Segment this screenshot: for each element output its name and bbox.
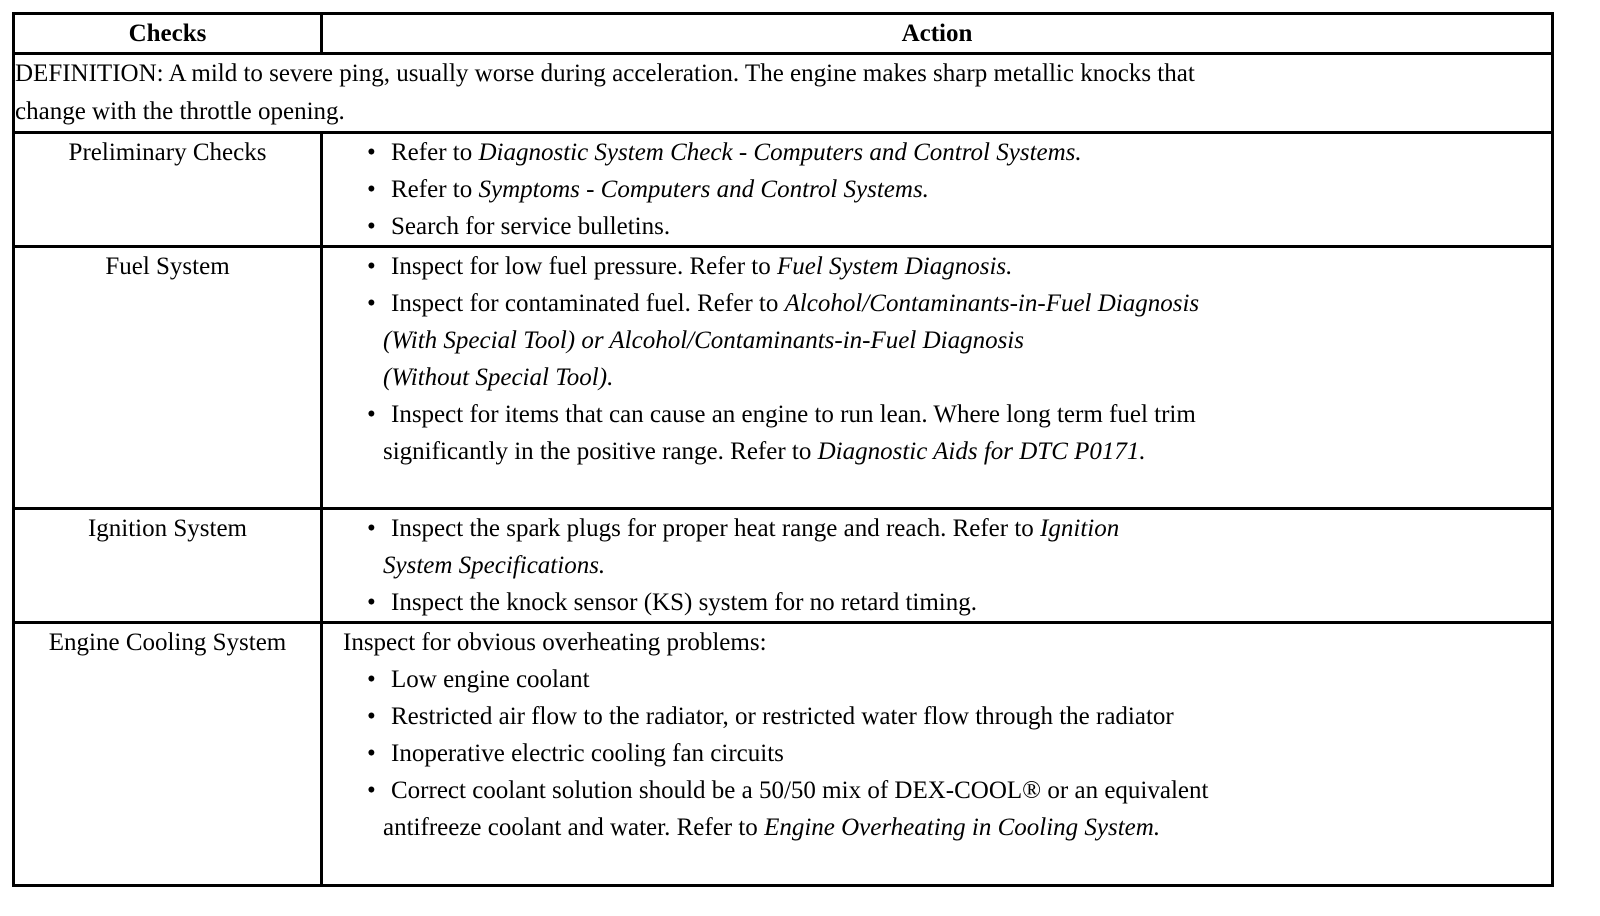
table-row bbox=[14, 133, 1553, 247]
action-preliminary bbox=[322, 133, 1553, 247]
definition-cell bbox=[14, 54, 1553, 133]
checks-header: Checks bbox=[14, 14, 322, 54]
action-ignition-system bbox=[322, 509, 1553, 623]
list-item: • Inspect the spark plugs for proper heat range and reach. Refer to Ignition System Specifications. bbox=[363, 510, 1551, 584]
list-item: • Inspect for contaminated fuel. Refer to Alcohol/Contaminants-in-Fuel Diagnosis (With Special Tool) or Alcohol/Contaminants-in-Fuel Diagnosis (Without Special Tool). bbox=[363, 285, 1551, 396]
list-item: • Restricted air flow to the radiator, or restricted water flow through the radiator bbox=[363, 698, 1551, 735]
intro-text: Inspect for obvious overheating problems: bbox=[343, 629, 767, 656]
list-item: • Low engine coolant bbox=[363, 661, 1551, 698]
definition-line-1: DEFINITION: A mild to severe ping, usually worse during acceleration. The engine makes sharp metallic knocks that bbox=[15, 60, 1195, 87]
action-engine-cooling bbox=[322, 623, 1553, 886]
reference-link: (With Special Tool) or Alcohol/Contaminants-in-Fuel Diagnosis bbox=[383, 327, 1024, 354]
reference-link: Diagnostic Aids for DTC P0171. bbox=[817, 438, 1146, 465]
reference-link: Diagnostic System Check - Computers and Control Systems. bbox=[478, 139, 1082, 166]
table-row bbox=[14, 623, 1553, 886]
list-item: • Inspect the knock sensor (KS) system for no retard timing. bbox=[363, 584, 1551, 621]
list-item: • Search for service bulletins. bbox=[363, 208, 1551, 245]
reference-link: (Without Special Tool). bbox=[383, 364, 614, 391]
action-fuel-system bbox=[322, 247, 1553, 509]
check-preliminary: Preliminary Checks bbox=[14, 133, 322, 247]
list-item: • Refer to Diagnostic System Check - Computers and Control Systems. bbox=[363, 134, 1551, 171]
reference-link: Fuel System Diagnosis. bbox=[776, 253, 1013, 280]
table-row bbox=[14, 247, 1553, 509]
reference-link: Symptoms - Computers and Control Systems. bbox=[478, 176, 929, 203]
check-engine-cooling: Engine Cooling System bbox=[14, 623, 322, 886]
diagnostic-table bbox=[12, 12, 1554, 887]
list-item: • Inspect for items that can cause an engine to run lean. Where long term fuel trim significantly in the positive range. Refer to Diagnostic Aids for DTC P0171. bbox=[363, 396, 1551, 470]
list-item: • Inspect for low fuel pressure. Refer to Fuel System Diagnosis. bbox=[363, 248, 1551, 285]
check-fuel-system: Fuel System bbox=[14, 247, 322, 509]
reference-link: Ignition bbox=[1040, 515, 1120, 542]
list-item: • Refer to Symptoms - Computers and Control Systems. bbox=[363, 171, 1551, 208]
list-item: • Correct coolant solution should be a 50/50 mix of DEX-COOL® or an equivalent antifreeze coolant and water. Refer to Engine Overheating in Cooling System. bbox=[363, 772, 1551, 846]
reference-link: Engine Overheating in Cooling System. bbox=[764, 814, 1161, 841]
header-row bbox=[14, 14, 1553, 54]
definition-row bbox=[14, 54, 1553, 133]
reference-link: System Specifications. bbox=[383, 552, 606, 579]
action-header: Action bbox=[322, 14, 1553, 54]
check-ignition-system: Ignition System bbox=[14, 509, 322, 623]
list-item: • Inoperative electric cooling fan circuits bbox=[363, 735, 1551, 772]
table-row bbox=[14, 509, 1553, 623]
reference-link: Alcohol/Contaminants-in-Fuel Diagnosis bbox=[784, 290, 1200, 317]
definition-line-2: change with the throttle opening. bbox=[15, 98, 345, 125]
